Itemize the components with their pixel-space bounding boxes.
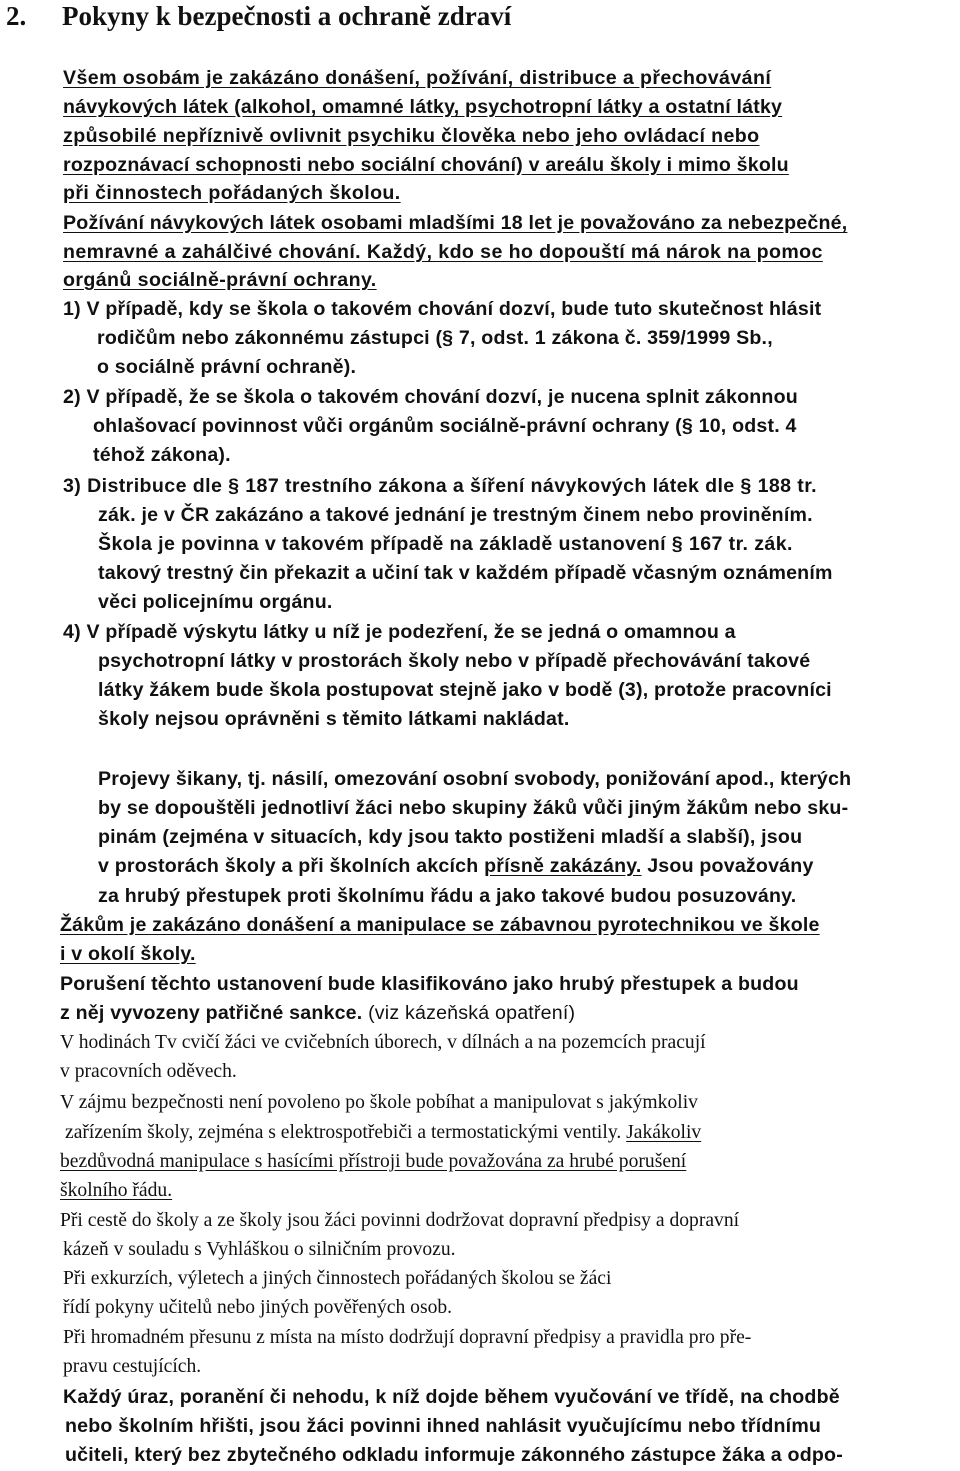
mass-transfer-line: pravu cestujících. (63, 1356, 202, 1377)
safety-line: V zájmu bezpečnosti není povoleno po škole pobíhat a manipulovat s jakýmkoliv (60, 1092, 698, 1113)
pyrotechnics-line: Žákům je zakázáno donášení a manipulace se zábavnou pyrotechnikou ve škole (60, 914, 820, 936)
point-line: 3) Distribuce dle § 187 trestního zákona a šíření návykových látek dle § 188 tr. (63, 475, 818, 497)
safety-line-plain: zařízením školy, zejména s elektrospotřebiči a termostatickými ventily. (65, 1122, 627, 1143)
intro-line: Všem osobám je zakázáno donášení, požívání, distribuce a přechovávání (63, 67, 772, 89)
sanctions-text: z něj vyvozeny patřičné sankce. (60, 1002, 363, 1024)
point-line: ohlašovací povinnost vůči orgánům sociálně-právní ochrany (§ 10, odst. 4 (93, 415, 797, 437)
intro-line: způsobilé nepříznivě ovlivnit psychiku člověka nebo jeho ovládací nebo (63, 125, 760, 147)
injury-line: Každý úraz, poranění či nehodu, k níž dojde během vyučování ve třídě, na chodbě (63, 1386, 840, 1408)
intro-line: orgánů sociálně-právní ochrany. (63, 269, 377, 291)
bullying-line: Projevy šikany, tj. násilí, omezování osobní svobody, ponižování apod., kterých (98, 768, 852, 790)
safety-line-underlined: Jakákoliv (626, 1122, 702, 1143)
bullying-line: pinám (zejména v situacích, kdy jsou takto postiženi mladší a slabší), jsou (98, 826, 803, 848)
point-line: věci policejnímu orgánu. (98, 591, 333, 613)
strictly-forbidden-text: přísně zakázány. (484, 855, 642, 877)
disciplinary-reference: (viz kázeňská opatření) (362, 1002, 576, 1024)
intro-line: rozpoznávací schopnosti nebo sociální chování) v areálu školy i mimo školu (63, 154, 789, 176)
point-line: 2) V případě, že se škola o takovém chování dozví, je nucena splnit zákonnou (63, 386, 798, 408)
point-line: téhož zákona). (93, 444, 231, 466)
pe-line: V hodinách Tv cvičí žáci ve cvičebních úborech, v dílnách a na pozemcích pracují (60, 1032, 706, 1053)
injury-line: nebo školním hřišti, jsou žáci povinni ihned nahlásit vyučujícímu nebo třídnímu (65, 1415, 822, 1437)
intro-line: návykových látek (alkohol, omamné látky, psychotropní látky a ostatní látky (63, 96, 783, 118)
point-line: školy nejsou oprávněni s těmito látkami nakládat. (98, 708, 570, 730)
point-line: zák. je v ČR zakázáno a takové jednání je trestným činem nebo proviněním. (98, 504, 813, 526)
point-line: o sociálně právní ochraně). (97, 356, 357, 378)
intro-line: Požívání návykových látek osobami mladšími 18 let je považováno za nebezpečné, (63, 212, 848, 234)
traffic-line: kázeň v souladu s Vyhláškou o silničním provozu. (63, 1239, 456, 1260)
safety-line: školního řádu. (60, 1180, 173, 1201)
point-line: takový trestný čin překazit a učiní tak v každém případě včasným oznámením (98, 562, 833, 584)
point-line: 4) V případě výskytu látky u níž je podezření, že se jedná o omamnou a (63, 621, 736, 643)
intro-line: při činnostech pořádaných školou. (63, 182, 401, 204)
point-line: rodičům nebo zákonnému zástupci (§ 7, odst. 1 zákona č. 359/1999 Sb., (97, 327, 773, 349)
bullying-line (98, 854, 814, 878)
intro-line: nemravné a zahálčivé chování. Každý, kdo se ho dopouští má nárok na pomoc (63, 241, 823, 263)
section-number: 2. (6, 1, 27, 31)
section-title: Pokyny k bezpečnosti a ochraně zdraví (62, 1, 512, 31)
section-heading (6, 1, 511, 32)
injury-line: učiteli, který bez zbytečného odkladu informuje zákonného zástupce žáka a odpo- (65, 1444, 843, 1466)
violation-line (60, 1001, 575, 1025)
point-line: Škola je povinna v takovém případě na základě ustanovení § 167 tr. zák. (98, 533, 793, 555)
bullying-line: by se dopouštěli jednotliví žáci nebo skupiny žáků vůči jiným žákům nebo sku- (98, 797, 849, 819)
safety-line: bezdůvodná manipulace s hasícími přístroji bude považována za hrubé porušení (60, 1151, 687, 1172)
violation-line: Porušení těchto ustanovení bude klasifikováno jako hrubý přestupek a budou (60, 973, 799, 995)
bullying-line: za hrubý přestupek proti školnímu řádu a jako takové budou posuzovány. (98, 885, 797, 907)
bullying-line-end: Jsou považovány (641, 855, 814, 877)
point-line: látky žákem bude škola postupovat stejně jako v bodě (3), protože pracovníci (98, 679, 832, 701)
safety-line (65, 1121, 701, 1145)
pyrotechnics-line: i v okolí školy. (60, 943, 196, 965)
pe-line: v pracovních oděvech. (60, 1061, 237, 1082)
point-line: 1) V případě, kdy se škola o takovém chování dozví, bude tuto skutečnost hlásit (63, 298, 822, 320)
excursions-line: Při exkurzích, výletech a jiných činnostech pořádaných školou se žáci (63, 1268, 612, 1289)
traffic-line: Při cestě do školy a ze školy jsou žáci povinni dodržovat dopravní předpisy a dopravní (60, 1210, 740, 1231)
bullying-line-start: v prostorách školy a při školních akcích (98, 855, 485, 877)
mass-transfer-line: Při hromadném přesunu z místa na místo dodržují dopravní předpisy a pravidla pro pře- (63, 1327, 752, 1348)
excursions-line: řídí pokyny učitelů nebo jiných pověřených osob. (63, 1297, 453, 1318)
point-line: psychotropní látky v prostorách školy nebo v případě přechovávání takové (98, 650, 811, 672)
